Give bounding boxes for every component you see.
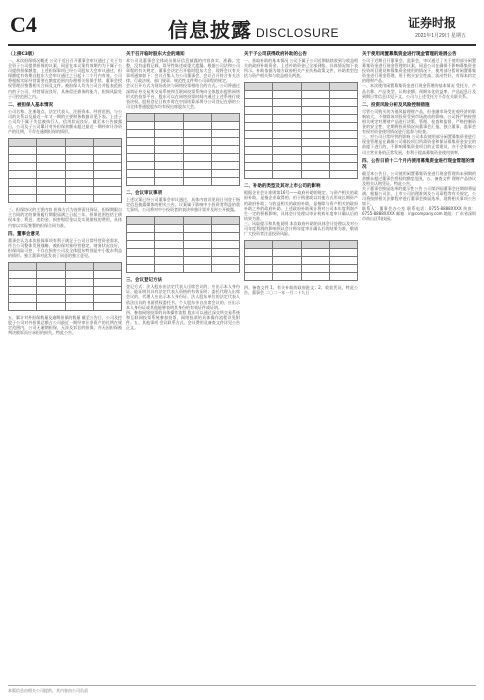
table-cell (65, 262, 93, 270)
table-cell (211, 145, 239, 153)
body-paragraph: 三、风险提示和其他说明 本次政府补助的具体会计处理以及对公司年度利润的影响须以会计师年度审计确认后的结果为准，敬请广大投资者注意投资风险。 (244, 220, 358, 237)
table-cell (65, 187, 93, 195)
table-cell (211, 249, 239, 257)
table-cell (155, 177, 183, 185)
page-number: C4 (10, 12, 37, 37)
table-row (127, 129, 240, 137)
table-cell (65, 155, 93, 163)
table-cell (273, 147, 301, 155)
body-paragraph: 登记方式：法人股东由法定代表人出席会议的，应出示本人身份证、能证明其具有法定代表人资格的有效证明；委托代理人出席会议的，代理人应出示本人身份证、法人股东单位的法定代表人依法出具的书面授权委托书。个人股东亲自出席会议的，应出示本人身份证或其他能够表明其身份的有效证件或证明。 (126, 284, 240, 310)
body-paragraph: 四、备查文件 1、有关补助的政府批文；2、收款凭证。特此公告。董事会 二〇二一年一月二十九日 (244, 285, 358, 296)
table-cell (301, 249, 329, 257)
data-table (244, 240, 358, 281)
table-cell (301, 123, 329, 131)
table-cell (183, 121, 211, 129)
table-cell (155, 241, 183, 249)
table-row (9, 139, 122, 147)
table-cell (155, 161, 183, 169)
table-cell (329, 155, 357, 163)
data-table (126, 113, 240, 186)
table-cell (329, 131, 357, 139)
issue-meta: 2021年1月29日 星期五 (415, 33, 466, 39)
table-cell (273, 265, 301, 273)
table-cell (37, 195, 65, 203)
table-cell (183, 217, 211, 225)
table-row (9, 270, 122, 278)
table-row (127, 113, 240, 121)
body-paragraph: 五、累计对外担保数量及逾期担保的数量 截至公告日，公司及控股子公司对外担保总额占公司最近一期经审计净资产的比例在规定范围内，公司无逾期担保，无涉及诉讼的担保，亦无因担保被判决败诉而应承担的损失。特此公告。 (8, 314, 122, 336)
table-row (245, 123, 358, 131)
table-cell (183, 233, 211, 241)
table-cell (211, 161, 239, 169)
section-heading: 二、投资风险分析及风险控制措施 (362, 102, 430, 108)
table-row (127, 145, 240, 153)
table-cell (127, 129, 155, 137)
table-cell (245, 171, 273, 179)
body-paragraph: 一、获取补助的基本情况 公司下属子公司近期陆续收到与收益相关的政府补助资金，上述补助资金已全部到账。具体情况如下表所示。补助依据为地方政府相关产业扶持政策文件，补助类型包括与资产相关和与收益相关两类。 (244, 58, 358, 79)
table-cell (273, 139, 301, 147)
table-cell (9, 302, 37, 310)
table-cell (301, 155, 329, 163)
table-cell (245, 257, 273, 265)
table-row (245, 139, 358, 147)
table-cell (183, 161, 211, 169)
table-cell (211, 137, 239, 145)
table-cell (9, 147, 37, 155)
table-cell (127, 137, 155, 145)
table-cell (329, 241, 357, 249)
section-title-cn: 信息披露 (168, 18, 252, 42)
table-cell (211, 257, 239, 265)
table-row (245, 99, 358, 107)
table-row (245, 265, 358, 273)
table-cell (37, 302, 65, 310)
table-cell (127, 249, 155, 257)
table-row (9, 147, 122, 155)
table-row (127, 265, 240, 273)
column-1 (8, 48, 122, 688)
body-paragraph: 关于董事会换届选举的提示性公告 公司第四届董事会任期即将届满，根据公司法、上市公司治理准则及公司章程等有关规定，公司将按照相关法律程序进行董事会换届选举，现将相关事项公告如下。 (362, 185, 476, 207)
table-cell (155, 265, 183, 273)
table-row (9, 294, 122, 302)
table-row (9, 187, 122, 195)
table-row (127, 137, 240, 145)
table-cell (93, 195, 121, 203)
section-title (168, 14, 339, 43)
table-cell (9, 286, 37, 294)
table-cell (273, 163, 301, 171)
table-cell (273, 99, 301, 107)
table-cell (37, 270, 65, 278)
table-cell (329, 123, 357, 131)
data-table (244, 82, 358, 179)
section-heading: 三、会议登记方法 (126, 278, 162, 284)
table-cell (273, 107, 301, 115)
table-cell (37, 155, 65, 163)
table-row (245, 147, 358, 155)
table-cell (9, 163, 37, 171)
table-cell (245, 107, 273, 115)
table-cell (127, 225, 155, 233)
table-cell (301, 265, 329, 273)
table-cell (301, 139, 329, 147)
table-cell (245, 83, 273, 91)
table-cell (183, 177, 211, 185)
table-cell (155, 121, 183, 129)
table-row (245, 155, 358, 163)
table-cell (155, 129, 183, 137)
body-paragraph: 本公司及董事会全体成员保证信息披露的内容真实、准确、完整，没有虚假记载、误导性陈述或重大遗漏。根据公司法和公司章程的有关规定，董事会决定召开临时股东大会，现将会议有关事项通知如下：会议召集人为公司董事会，会议召开符合有关法律、行政法规、部门规章、规范性文件和公司章程的规定。 (126, 58, 240, 84)
table-cell (183, 257, 211, 265)
body-paragraph: 截至本公告日，公司使用闲置募集资金进行现金管理尚未到期的余额未超过董事会授权的额度范围。五、备查文件 理财产品协议及相关认购凭证。特此公告。 (362, 170, 476, 186)
page-footer: 本版信息由相关公司提供，其内容由公司负责 (8, 685, 476, 694)
table-cell (329, 249, 357, 257)
table-row (245, 241, 358, 249)
table-cell (93, 270, 121, 278)
table-cell (9, 294, 37, 302)
data-table (8, 262, 122, 311)
table-row (127, 241, 240, 249)
table-row (245, 131, 358, 139)
table-cell (65, 147, 93, 155)
table-row (245, 249, 358, 257)
table-cell (245, 123, 273, 131)
table-cell (329, 91, 357, 99)
table-cell (301, 83, 329, 91)
table-cell (155, 257, 183, 265)
table-cell (37, 147, 65, 155)
table-cell (155, 113, 183, 121)
column-4 (362, 48, 476, 688)
table-cell (301, 163, 329, 171)
data-table (126, 216, 240, 273)
table-cell (211, 153, 239, 161)
table-cell (9, 195, 37, 203)
table-cell (127, 161, 155, 169)
table-cell (245, 241, 273, 249)
body-paragraph: 联系人：董事会办公室 联系电话：0755-8888XXXX 传真：0755-8888XXXX 邮箱：ir@company.com 地址：广东省深圳市南山区科技园。 (362, 206, 476, 222)
table-cell (301, 171, 329, 179)
table-cell (37, 179, 65, 187)
table-row (245, 171, 358, 179)
table-cell (37, 187, 65, 195)
table-cell (93, 147, 121, 155)
table-row (245, 115, 358, 123)
table-cell (245, 155, 273, 163)
table-cell (93, 155, 121, 163)
column-2 (126, 48, 240, 688)
table-cell (127, 169, 155, 177)
table-cell (155, 145, 183, 153)
table-row (127, 257, 240, 265)
table-cell (183, 129, 211, 137)
table-cell (93, 187, 121, 195)
table-cell (211, 217, 239, 225)
table-cell (155, 169, 183, 177)
body-paragraph: 公司于近期召开董事会、监事会，审议通过了关于使用部分闲置募集资金进行现金管理的议案，同意公司在确保不影响募集资金投资项目建设和募集资金使用的情况下，使用部分暂时闲置募集资金进行现金管理，用于购买安全性高、流动性好、有保本约定的理财产品。 (362, 58, 476, 84)
table-cell (301, 257, 329, 265)
table-cell (183, 225, 211, 233)
table-cell (155, 217, 183, 225)
body-paragraph: 尽管公司购买的为低风险理财产品，但金融市场受宏观经济的影响较大，不排除该项投资受到市场波动的影响。公司将严格按照相关规定对理财产品进行决策、管理、检查和监督，严格控制资金的安全性，定期将投资情况向董事会汇报，独立董事、监事会有权对资金使用情况进行监督与检查。 (362, 108, 476, 135)
table-cell (183, 153, 211, 161)
table-cell (329, 99, 357, 107)
table-row (9, 179, 122, 187)
table-cell (329, 171, 357, 179)
table-cell (93, 286, 121, 294)
table-cell (65, 139, 93, 147)
table-cell (155, 225, 183, 233)
section-heading: 关于子公司获得政府补助的公告 (244, 52, 307, 57)
table-cell (211, 241, 239, 249)
table-cell (155, 249, 183, 257)
table-row (9, 163, 122, 171)
table-cell (301, 273, 329, 281)
table-cell (329, 107, 357, 115)
table-cell (127, 233, 155, 241)
table-cell (37, 171, 65, 179)
table-cell (245, 147, 273, 155)
table-cell (301, 241, 329, 249)
table-row (9, 278, 122, 286)
table-row (127, 169, 240, 177)
table-cell (211, 233, 239, 241)
table-cell (183, 137, 211, 145)
table-cell (329, 257, 357, 265)
table-cell (183, 265, 211, 273)
body-paragraph: 四、参加网络投票的具体操作流程 股东可以通过深交所交易系统和互联网投票系统参加投票，网络投票的具体操作流程详见附件。五、其他事项 会议联系方式、会议费用及备查文件详见公告正文。 (126, 309, 240, 330)
table-cell (127, 145, 155, 153)
table-cell (9, 179, 37, 187)
table-cell (273, 155, 301, 163)
table-cell (93, 278, 121, 286)
table-cell (65, 179, 93, 187)
table-row (127, 161, 240, 169)
table-row (9, 195, 122, 203)
table-cell (65, 195, 93, 203)
body-paragraph: 董事会认为本次担保事项有利于满足子公司日常经营资金需求，符合公司整体发展战略，被担保对象经营稳定，财务状况良好，担保风险可控，不存在损害公司及全体股东特别是中小股东利益的情形。独立董事对此发表了同意的独立意见。 (8, 237, 122, 258)
table-cell (301, 91, 329, 99)
section-heading: 四、董事会意见 (8, 231, 40, 237)
table-row (127, 233, 240, 241)
table-row (245, 163, 358, 171)
table-cell (211, 121, 239, 129)
table-cell (301, 147, 329, 155)
table-cell (329, 83, 357, 91)
table-cell (65, 270, 93, 278)
table-cell (245, 115, 273, 123)
table-cell (155, 233, 183, 241)
table-cell (273, 249, 301, 257)
table-cell (65, 294, 93, 302)
table-cell (329, 139, 357, 147)
table-row (9, 155, 122, 163)
table-cell (37, 278, 65, 286)
table-cell (183, 113, 211, 121)
table-row (245, 91, 358, 99)
table-cell (37, 286, 65, 294)
table-cell (37, 139, 65, 147)
table-row (245, 257, 358, 265)
table-cell (245, 265, 273, 273)
table-cell (183, 249, 211, 257)
article-columns (8, 48, 476, 688)
table-cell (301, 131, 329, 139)
table-cell (245, 249, 273, 257)
table-cell (93, 163, 121, 171)
masthead (8, 8, 476, 46)
table-cell (127, 121, 155, 129)
table-cell (155, 153, 183, 161)
section-heading: 四、公告日前十二个月内使用募集资金进行现金管理的情况 (362, 158, 475, 170)
table-row (127, 177, 240, 185)
table-cell (245, 139, 273, 147)
table-cell (127, 241, 155, 249)
table-cell (127, 153, 155, 161)
table-cell (9, 171, 37, 179)
table-row (127, 153, 240, 161)
table-cell (273, 241, 301, 249)
body-paragraph: 一、本次使用闲置募集资金进行现金管理的基本情况 受托方、产品名称、产品类型、认购金额、预期年化收益率、产品起息日及到期日等信息详见下文。公司与上述受托方不存在关联关系。 (362, 83, 476, 99)
table-cell (9, 270, 37, 278)
section-title-en: DISCLOSURE (256, 26, 340, 40)
table-row (127, 217, 240, 225)
table-cell (127, 265, 155, 273)
table-cell (127, 113, 155, 121)
table-row (245, 83, 358, 91)
table-row (9, 262, 122, 270)
data-table (8, 138, 122, 203)
table-cell (273, 123, 301, 131)
table-cell (127, 217, 155, 225)
table-cell (183, 145, 211, 153)
table-cell (211, 177, 239, 185)
table-row (9, 302, 122, 310)
table-cell (37, 294, 65, 302)
table-cell (9, 278, 37, 286)
table-cell (329, 265, 357, 273)
table-cell (245, 91, 273, 99)
table-cell (329, 147, 357, 155)
table-cell (273, 115, 301, 123)
table-cell (155, 137, 183, 145)
table-cell (329, 115, 357, 123)
table-cell (65, 286, 93, 294)
table-cell (245, 131, 273, 139)
table-cell (301, 99, 329, 107)
table-cell (329, 273, 357, 281)
section-heading: 二、补助的类型及其对上市公司的影响 (244, 184, 321, 190)
section-heading: （上接C3版） (8, 52, 37, 57)
table-cell (37, 262, 65, 270)
table-cell (273, 171, 301, 179)
newspaper-logo: 证券时报 (407, 16, 456, 30)
table-cell (183, 169, 211, 177)
table-cell (301, 107, 329, 115)
table-cell (273, 91, 301, 99)
table-row (245, 273, 358, 281)
table-row (245, 107, 358, 115)
table-row (127, 121, 240, 129)
table-cell (65, 171, 93, 179)
table-cell (37, 163, 65, 171)
table-cell (93, 294, 121, 302)
table-cell (211, 129, 239, 137)
table-row (127, 249, 240, 257)
column-3 (244, 48, 358, 688)
table-cell (65, 278, 93, 286)
table-row (9, 286, 122, 294)
table-cell (127, 257, 155, 265)
section-heading: 二、会议审议事项 (126, 190, 162, 196)
table-cell (93, 302, 121, 310)
table-cell (211, 265, 239, 273)
table-cell (93, 179, 121, 187)
table-cell (9, 187, 37, 195)
table-cell (245, 163, 273, 171)
section-heading: 二、被担保人基本情况 (8, 102, 53, 108)
body-paragraph: 三、对公司日常经营的影响 公司本次使用部分闲置募集资金进行现金管理是在确保公司募投项目所需资金和保证募集资金安全的前提下进行的，不影响募集资金项目的正常建设，亦不会影响公司主营业务的正常发展，有利于提高募集资金使用效率。 (362, 134, 476, 155)
table-cell (301, 115, 329, 123)
table-cell (273, 131, 301, 139)
table-cell (273, 273, 301, 281)
table-cell (245, 273, 273, 281)
table-cell (93, 171, 121, 179)
section-heading: 关于使用闲置募集资金进行现金管理的进展公告 (362, 52, 457, 57)
body-paragraph: 上述议案已经公司董事会审议通过，具体内容详见同日刊登于指定信息披露媒体的相关公告。议案属于影响中小投资者利益的重大事项，公司将对中小投资者的表决单独计票并及时公开披露。 (126, 196, 240, 213)
table-cell (127, 177, 155, 185)
table-row (9, 171, 122, 179)
table-row (127, 225, 240, 233)
body-paragraph: 会议召开方式为现场表决与网络投票相结合的方式。公司将通过深圳证券交易所交易系统和互联网投票系统向全体股东提供网络形式的投票平台，股东可以在网络投票时间内通过上述系统行使表决权。股权登记日收市时在中国结算深圳分公司登记在册的公司全体普通股股东均有权出席股东大会。 (126, 83, 240, 109)
table-cell (273, 83, 301, 91)
table-cell (329, 163, 357, 171)
table-cell (211, 169, 239, 177)
table-cell (9, 262, 37, 270)
table-cell (211, 113, 239, 121)
table-cell (183, 241, 211, 249)
body-paragraph: 根据企业会计准则第16号——政府补助的规定，与资产相关的政府补助，是指企业取得的、用于购建或以其他方式形成长期资产的政府补助；与收益相关的政府补助，是指除与资产相关的政府补助之外的政府补助。上述政府补助预计将对公司本年度利润产生一定的积极影响，具体会计处理以审计机构年度审计确认后的结果为准。 (244, 190, 358, 221)
body-paragraph: 公司名称、注册地点、法定代表人、注册资本、经营范围、与公司的关系以及最近一年又一期的主要财务数据详见下表。上述子公司均不属于失信被执行人，信用状况良好。截至本公告披露日，公司及子公司累计对外担保余额未超过最近一期经审计净资产的比例，不存在逾期担保的情形。 (8, 108, 122, 135)
table-cell (65, 302, 93, 310)
table-cell (273, 257, 301, 265)
table-cell (93, 139, 121, 147)
table-cell (9, 139, 37, 147)
table-cell (65, 163, 93, 171)
table-cell (9, 155, 37, 163)
table-cell (93, 262, 121, 270)
body-paragraph: 三、担保协议的主要内容 担保方式为连带责任保证，担保期限自主合同约定的债务履行期限届满之日起三年，担保范围包括主债权本金、利息、违约金、损害赔偿金以及实现债权的费用。具体内容以实际签署的担保合同为准。 (8, 207, 122, 228)
table-cell (245, 99, 273, 107)
body-paragraph: 一、本次担保情况概述 公司于近日召开董事会审议通过了关于为全资子公司提供担保的议案，同意在本议案有效期内为下属子公司提供担保额度，上述担保事项已经公司股东大会审议通过，担保额度有效期自股东大会审议通过之日起十二个月内有效。公司将根据实际经营需要在额度范围内办理相关担保手续，董事会授权管理层签署相关合同及文件。被担保人均为公司合并报表范围内的子公司，经营情况良好，具备偿还债务的能力，担保风险处于可控范围之内。 (8, 58, 122, 99)
table-cell (211, 225, 239, 233)
section-heading: 关于召开临时股东大会的通知 (126, 52, 185, 57)
